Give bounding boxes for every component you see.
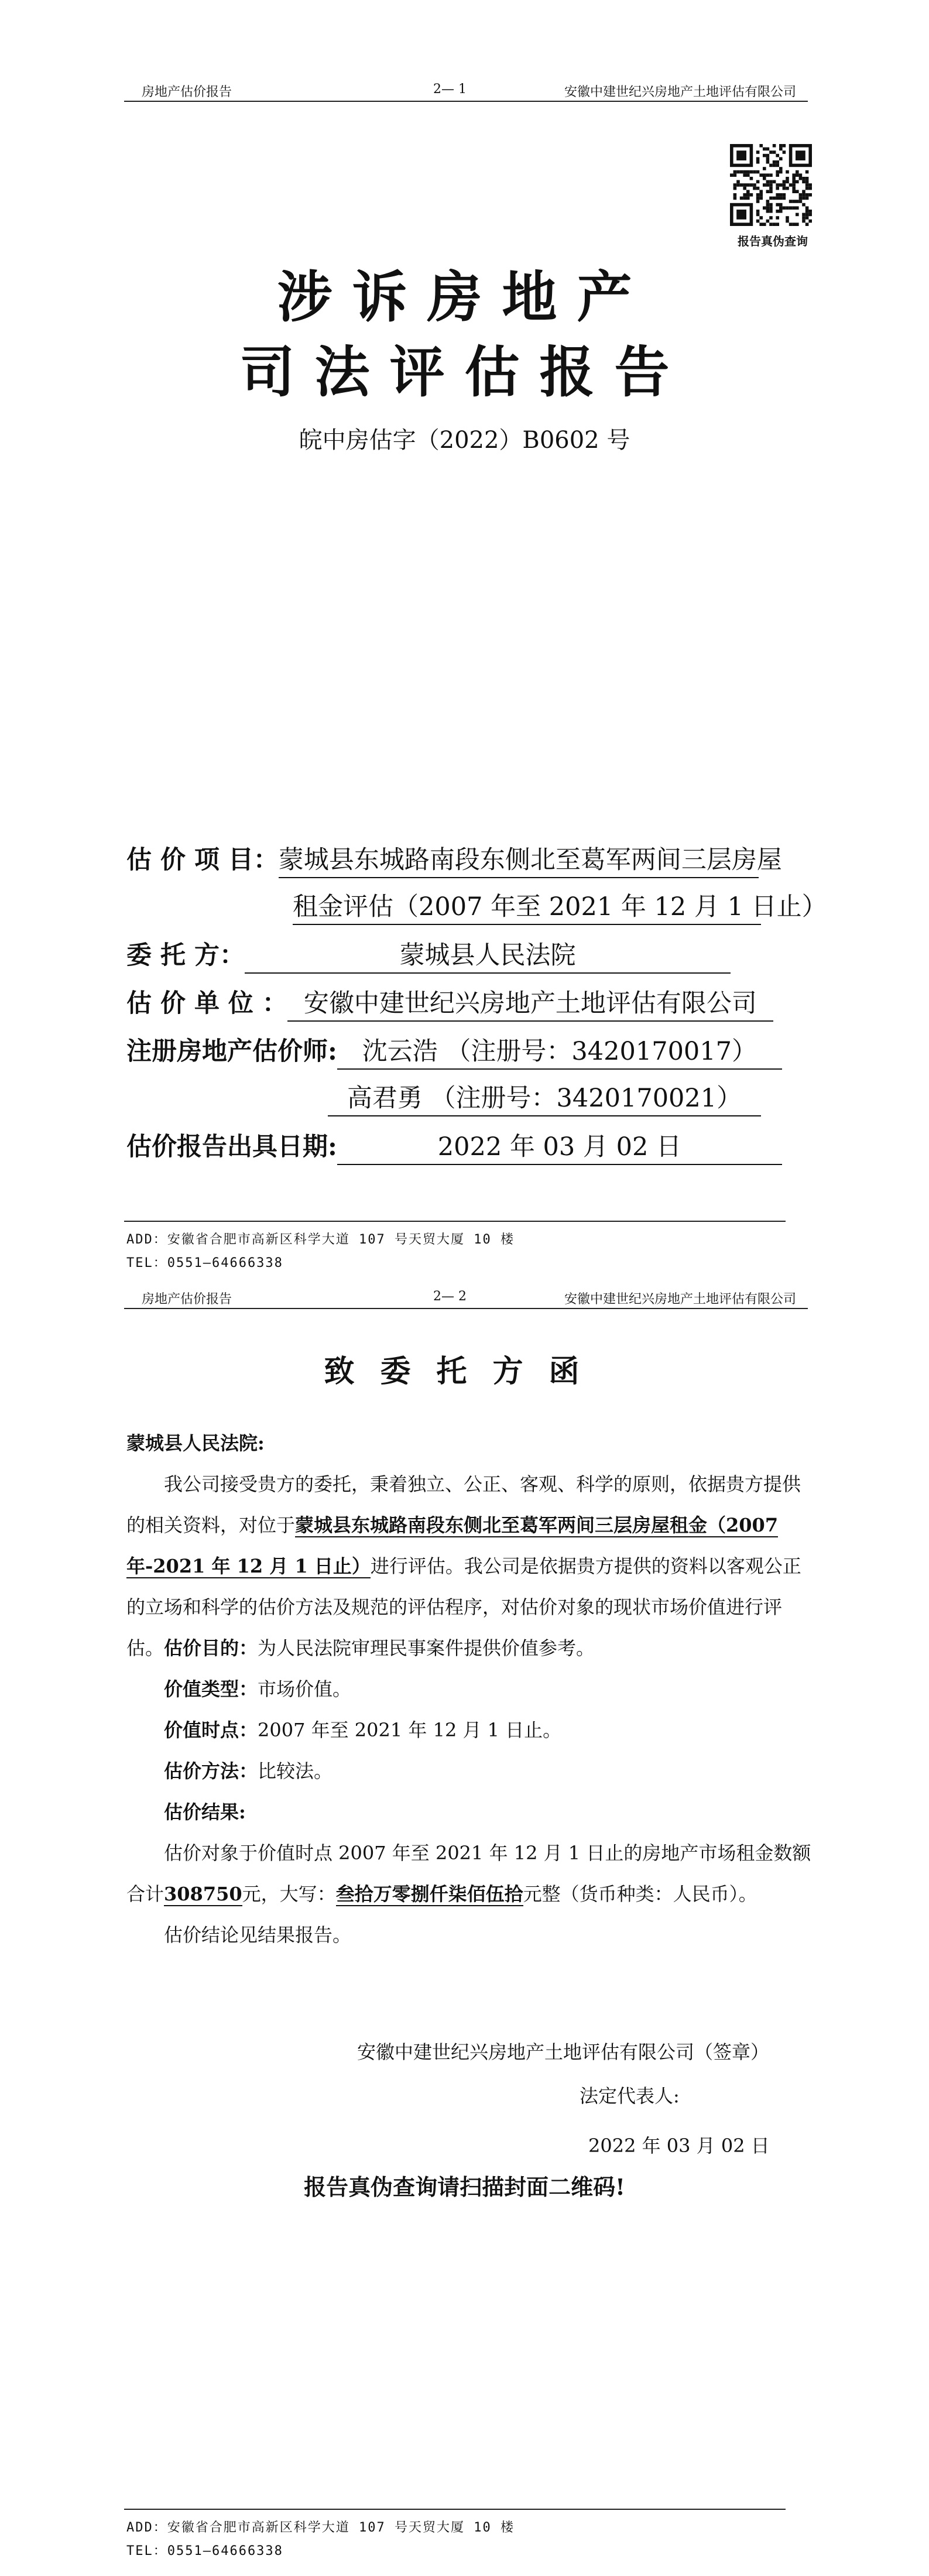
cover-title-line2: 司法评估报告 bbox=[239, 340, 690, 405]
legal-representative: 法定代表人: bbox=[580, 2085, 680, 2107]
client-label: 委 托 方： bbox=[126, 941, 245, 970]
page-header bbox=[124, 81, 808, 102]
appraiser-2: 高君勇 （注册号：3420170021） bbox=[328, 1078, 761, 1116]
header-company: 安徽中建世纪兴房地产土地评估有限公司 bbox=[564, 85, 796, 100]
project-value-line2: 租金评估（2007 年至 2021 年 12 月 1 日止） bbox=[293, 887, 761, 925]
result-paragraph bbox=[126, 1832, 811, 1914]
value-time-row bbox=[164, 1710, 849, 1751]
date-value: 2022 年 03 月 02 日 bbox=[337, 1127, 782, 1165]
unit-row bbox=[126, 984, 773, 1022]
qr-caption: 报告真伪查询 bbox=[738, 234, 808, 248]
client-value: 蒙城县人民法院 bbox=[245, 936, 731, 974]
project-value-line1: 蒙城县东城路南段东侧北至葛军两间三层房屋 bbox=[279, 840, 759, 878]
unit-value: 安徽中建世纪兴房地产土地评估有限公司 bbox=[287, 984, 773, 1022]
value-time-value: 2007 年至 2021 年 12 月 1 日止。 bbox=[258, 1719, 562, 1741]
project-row-2 bbox=[293, 887, 827, 925]
document-number: 皖中房估字（2022）B0602 号 bbox=[299, 427, 630, 454]
footer-divider bbox=[124, 2509, 786, 2510]
result-label: 估价结果: bbox=[164, 1801, 246, 1823]
value-time-label: 价值时点： bbox=[164, 1719, 258, 1741]
value-type-label: 价值类型： bbox=[164, 1678, 258, 1700]
cover-title-line1: 涉诉房地产 bbox=[277, 265, 652, 330]
header-left: 房地产估价报告 bbox=[142, 85, 232, 100]
purpose-label: 估价目的： bbox=[164, 1637, 258, 1659]
value-type-row bbox=[164, 1669, 849, 1710]
intro-text-b: 进行评估。我公司是依据贵方提供的资料以客观公正的立场和科学的估价方法及规范的评估程序，对估价对象的现状市场价值进行评估。 bbox=[126, 1555, 801, 1659]
result-text-a: 估价对象于价值时点 2007 年至 2021 年 12 月 1 日止的房地产市场租金数额合计 bbox=[126, 1842, 811, 1905]
footer-address: ADD：安徽省合肥市高新区科学大道 107 号天贸大厦 10 楼 bbox=[126, 1232, 515, 1247]
appraiser-label: 注册房地产估价师: bbox=[126, 1037, 337, 1066]
appraiser-1: 沈云浩 （注册号：3420170017） bbox=[337, 1032, 782, 1070]
project-row bbox=[126, 840, 782, 878]
method-label: 估价方法： bbox=[164, 1760, 258, 1782]
company-seal: 安徽中建世纪兴房地产土地评估有限公司（签章） bbox=[357, 2041, 770, 2063]
purpose-row bbox=[164, 1628, 849, 1669]
project-label: 估 价 项 目： bbox=[126, 845, 279, 875]
method-value: 比较法。 bbox=[258, 1760, 333, 1782]
header-page-number: 2— 2 bbox=[433, 1289, 467, 1304]
result-amount-upper: 叁拾万零捌仟柒佰伍拾 bbox=[335, 1883, 523, 1905]
page-header bbox=[124, 1288, 808, 1309]
letter-date: 2022 年 03 月 02 日 bbox=[588, 2135, 770, 2157]
value-type-value: 市场价值。 bbox=[258, 1678, 352, 1700]
header-left: 房地产估价报告 bbox=[142, 1292, 232, 1307]
intro-subject: 蒙城县东城路南段东侧北至葛军两间三层房屋租金（2007 年-2021 年 12 月 1 日止） bbox=[126, 1514, 779, 1577]
header-company: 安徽中建世纪兴房地产土地评估有限公司 bbox=[564, 1292, 796, 1307]
date-label: 估价报告出具日期: bbox=[126, 1132, 337, 1162]
letter-addressee: 蒙城县人民法院: bbox=[126, 1432, 265, 1454]
qr-code-icon[interactable] bbox=[730, 144, 812, 226]
letter-title: 致委托方函 bbox=[324, 1354, 605, 1389]
scan-notice: 报告真伪查询请扫描封面二维码! bbox=[304, 2174, 625, 2200]
footer-tel: TEL：0551—64666338 bbox=[126, 2544, 283, 2558]
footer-divider bbox=[124, 1221, 786, 1222]
date-row bbox=[126, 1127, 782, 1165]
purpose-value: 为人民法院审理民事案件提供价值参考。 bbox=[258, 1637, 595, 1659]
result-amount: 308750 bbox=[164, 1883, 242, 1905]
conclusion-note: 估价结论见结果报告。 bbox=[164, 1924, 352, 1946]
client-row bbox=[126, 936, 731, 974]
appraiser-row bbox=[126, 1032, 782, 1070]
unit-label: 估 价 单 位 ： bbox=[126, 989, 287, 1018]
header-page-number: 2— 1 bbox=[433, 82, 467, 97]
result-text-b: 元，大写： bbox=[242, 1883, 336, 1905]
method-row bbox=[164, 1751, 849, 1791]
appraiser-row-2 bbox=[328, 1078, 761, 1116]
intro-text-a: 我公司接受贵方的委托，秉着独立、公正、客观、科学的原则，依据贵方提供的相关资料，对位于 bbox=[126, 1473, 801, 1536]
footer-address: ADD：安徽省合肥市高新区科学大道 107 号天贸大厦 10 楼 bbox=[126, 2520, 515, 2535]
footer-tel: TEL：0551—64666338 bbox=[126, 1256, 283, 1270]
result-text-c: 元整（货币种类：人民币）。 bbox=[523, 1883, 757, 1905]
